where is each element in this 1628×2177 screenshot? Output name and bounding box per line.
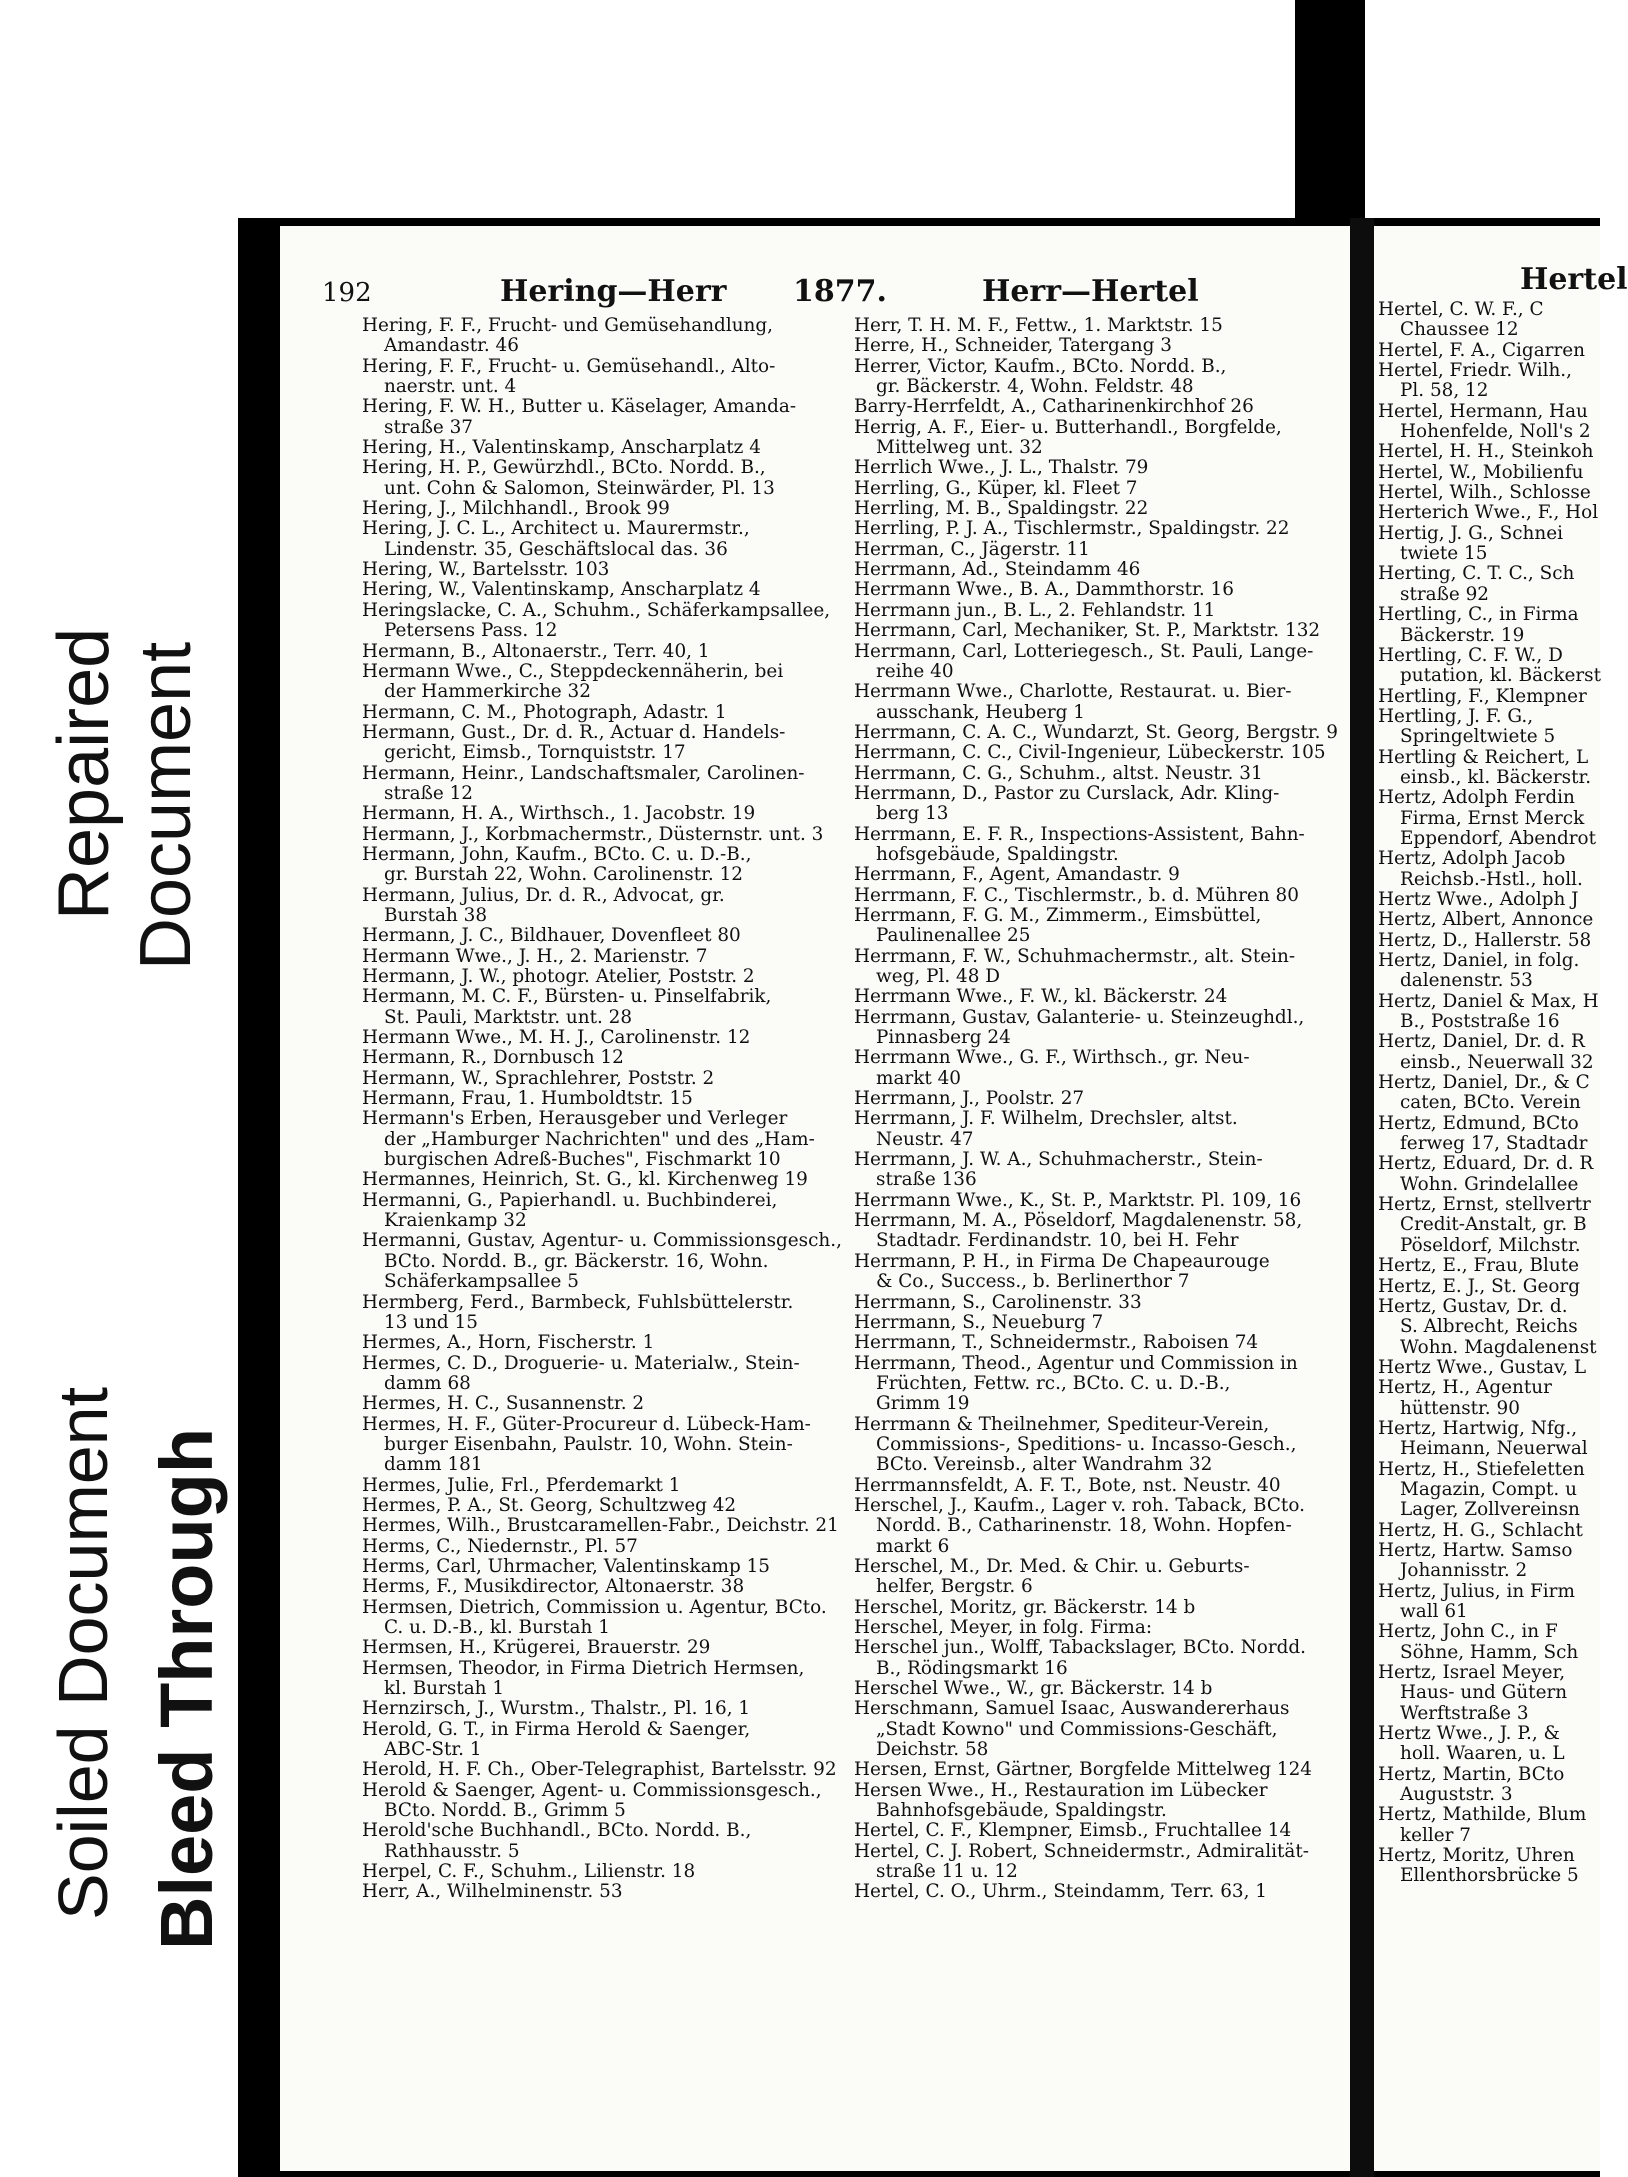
directory-entry: damm 68 [384, 1372, 471, 1394]
directory-entry: burger Eisenbahn, Paulstr. 10, Wohn. Stein- [384, 1433, 793, 1455]
directory-entry: unt. Cohn & Salomon, Steinwärder, Pl. 13 [384, 477, 775, 499]
directory-entry: Herrmann, M. A., Pöseldorf, Magdalenenstr. 58, [854, 1210, 1303, 1232]
directory-entry: Herrmann, J., Poolstr. 27 [854, 1088, 1085, 1110]
directory-entry: naerstr. unt. 4 [384, 376, 517, 398]
directory-entry: Hertz, Moritz, Uhren [1378, 1845, 1575, 1867]
directory-entry: „Stadt Kowno" und Commissions-Geschäft, [876, 1718, 1278, 1740]
directory-entry: Amandastr. 46 [384, 335, 519, 357]
directory-entry: Hertel, Friedr. Wilh., [1378, 360, 1572, 382]
directory-entry: Pl. 58, 12 [1400, 380, 1489, 402]
directory-entry: Hertz, Hartw. Samso [1378, 1539, 1573, 1561]
directory-entry: Hertz, Hartwig, Nfg., [1378, 1417, 1578, 1439]
directory-entry: Hohenfelde, Noll's 2 [1400, 421, 1591, 443]
directory-entry: Hertling, F., Klempner [1378, 685, 1587, 707]
directory-entry: Herms, Carl, Uhrmacher, Valentinskamp 15 [362, 1555, 770, 1577]
directory-entry: Hermann, Gust., Dr. d. R., Actuar d. Handels- [362, 721, 786, 743]
directory-entry: Wohn. Magdalenenst [1400, 1336, 1597, 1358]
directory-entry: Hertel, C. W. F., C [1378, 299, 1544, 320]
directory-entry: Schäferkampsallee 5 [384, 1271, 579, 1293]
right-column [854, 316, 1350, 2174]
directory-entry: Hernzirsch, J., Wurstm., Thalstr., Pl. 16, 1 [362, 1698, 751, 1720]
directory-entry: Nordd. B., Catharinenstr. 18, Wohn. Hopfen- [876, 1515, 1292, 1537]
label-bleed-through: Bleed Through [145, 1427, 228, 1950]
directory-entry: Hertz, Martin, BCto [1378, 1763, 1565, 1785]
directory-entry: Hermannes, Heinrich, St. G., kl. Kirchenweg 19 [362, 1169, 808, 1191]
directory-entry: Hertling, C. F. W., D [1378, 644, 1563, 666]
directory-entry: Hermes, P. A., St. Georg, Schultzweg 42 [362, 1494, 737, 1516]
directory-entry: Hering, F. F., Frucht- u. Gemüsehandl., Alto- [362, 355, 776, 377]
directory-entry: Herrman, C., Jägerstr. 11 [854, 538, 1090, 560]
directory-entry: Hertz, H. G., Schlacht [1378, 1519, 1583, 1541]
directory-entry: Hermes, C. D., Droguerie- u. Materialw., Stein- [362, 1352, 800, 1374]
directory-entry: Petersens Pass. 12 [384, 620, 558, 642]
directory-entry: Herterich Wwe., F., Hol [1378, 502, 1599, 524]
directory-entry: Herrig, A. F., Eier- u. Butterhandl., Borgfelde, [854, 416, 1282, 438]
directory-entry: S. Albrecht, Reichs [1400, 1316, 1578, 1338]
directory-entry: Pöseldorf, Milchstr. [1400, 1234, 1581, 1256]
directory-entry: Hering, F. F., Frucht- und Gemüsehandlung, [362, 315, 774, 336]
directory-entry: hüttenstr. 90 [1400, 1397, 1520, 1419]
header-next-page: Hertel [1520, 262, 1628, 297]
directory-entry: Lager, Zollvereinsn [1400, 1499, 1580, 1521]
directory-entry: Hertz, Daniel, Dr. d. R [1378, 1031, 1585, 1053]
directory-entry: Herschel, Moritz, gr. Bäckerstr. 14 b [854, 1596, 1196, 1618]
directory-entry: Hertling & Reichert, L [1378, 746, 1589, 768]
directory-entry: Stadtadr. Ferdinandstr. 10, bei H. Fehr [876, 1230, 1239, 1252]
left-column [362, 315, 842, 2174]
directory-entry: Hermsen, Theodor, in Firma Dietrich Hermsen, [362, 1657, 805, 1679]
directory-entry: der „Hamburger Nachrichten" und des „Ham- [384, 1128, 815, 1150]
directory-entry: Hermann, Julius, Dr. d. R., Advocat, gr. [362, 884, 725, 906]
directory-entry: Bahnhofsgebäude, Spaldingstr. [876, 1800, 1167, 1822]
directory-entry: weg, Pl. 48 D [876, 966, 1001, 987]
directory-entry: Hermes, Wilh., Brustcaramellen-Fabr., Deichstr. 21 [362, 1515, 839, 1537]
directory-entry: Hermann, R., Dornbusch 12 [362, 1047, 624, 1069]
header-left-range: Hering—Herr [500, 274, 727, 309]
directory-entry: wall 61 [1400, 1601, 1468, 1622]
directory-entry: straße 12 [384, 782, 473, 804]
directory-entry: Paulinenallee 25 [876, 925, 1031, 947]
directory-entry: Hertz, Eduard, Dr. d. R [1378, 1153, 1594, 1175]
directory-entry: Herrmann & Theilnehmer, Spediteur-Verein, [854, 1413, 1270, 1435]
directory-entry: BCto. Vereinsb., alter Wandrahm 32 [876, 1454, 1213, 1476]
directory-entry: Herschel Wwe., W., gr. Bäckerstr. 14 b [854, 1678, 1213, 1700]
directory-entry: Früchten, Fettw. rc., BCto. C. u. D.-B., [876, 1372, 1231, 1394]
directory-entry: Herrmann, D., Pastor zu Curslack, Adr. Kling- [854, 782, 1280, 804]
directory-entry: Herrmann, F. W., Schuhmachermstr., alt. Stein- [854, 945, 1296, 967]
directory-entry: putation, kl. Bäckerst [1400, 665, 1601, 687]
directory-entry: Herrling, M. B., Spaldingstr. 22 [854, 498, 1149, 520]
directory-entry: Hertz Wwe., Gustav, L [1378, 1356, 1587, 1378]
directory-entry: Herms, F., Musikdirector, Altonaerstr. 38 [362, 1576, 745, 1598]
label-soiled-document: Soiled Document [44, 1386, 122, 1920]
directory-entry: Hertz, H., Stiefeletten [1378, 1458, 1585, 1480]
next-page-column [1378, 300, 1600, 2158]
directory-entry: Hermes, H. F., Güter-Procureur d. Lübeck-Ham- [362, 1413, 811, 1435]
directory-entry: Hermes, Julie, Frl., Pferdemarkt 1 [362, 1474, 681, 1496]
directory-entry: Herms, C., Niedernstr., Pl. 57 [362, 1535, 638, 1557]
directory-entry: Kraienkamp 32 [384, 1210, 527, 1232]
directory-entry: Hertel, F. A., Cigarren [1378, 339, 1585, 361]
directory-entry: Haus- und Gütern [1400, 1682, 1568, 1704]
directory-entry: Herre, H., Schneider, Tatergang 3 [854, 335, 1172, 357]
directory-entry: Hermes, H. C., Susannenstr. 2 [362, 1393, 645, 1415]
directory-entry: BCto. Nordd. B., gr. Bäckerstr. 16, Wohn. [384, 1250, 769, 1272]
directory-entry: Neustr. 47 [876, 1128, 974, 1150]
directory-entry: Hersen, Ernst, Gärtner, Borgfelde Mittelweg 124 [854, 1759, 1313, 1781]
scan-edge-strip [1295, 0, 1365, 218]
directory-entry: Hertel, C. O., Uhrm., Steindamm, Terr. 63, 1 [854, 1881, 1267, 1903]
directory-entry: Hertz Wwe., J. P., & [1378, 1723, 1560, 1745]
directory-entry: Hermsen, Dietrich, Commission u. Agentur, BCto. [362, 1596, 827, 1618]
directory-entry: Hermann, C. M., Photograph, Adastr. 1 [362, 701, 727, 723]
directory-entry: Herr, T. H. M. F., Fettw., 1. Marktstr. 15 [854, 315, 1223, 336]
directory-entry: Herrmann, Ad., Steindamm 46 [854, 559, 1141, 581]
directory-entry: Deichstr. 58 [876, 1739, 989, 1761]
directory-entry: reihe 40 [876, 660, 954, 682]
directory-entry: keller 7 [1400, 1824, 1472, 1846]
directory-entry: hofsgebäude, Spaldingstr. [876, 843, 1119, 865]
directory-entry: Herold'sche Buchhandl., BCto. Nordd. B., [362, 1820, 752, 1842]
directory-entry: Hering, H. P., Gewürzhdl., BCto. Nordd. B., [362, 457, 766, 479]
header-right-range: Herr—Hertel [982, 274, 1199, 309]
directory-entry: helfer, Bergstr. 6 [876, 1576, 1033, 1598]
directory-entry: Hertz, E., Frau, Blute [1378, 1255, 1580, 1277]
directory-entry: Reichsb.-Hstl., holl. [1400, 868, 1583, 890]
directory-entry: kl. Burstah 1 [384, 1678, 505, 1700]
directory-entry: Hertz, Mathilde, Blum [1378, 1804, 1587, 1826]
directory-entry: Herting, C. T. C., Sch [1378, 563, 1575, 585]
page-number: 192 [322, 278, 372, 308]
directory-entry: Herrling, G., Küper, kl. Fleet 7 [854, 477, 1138, 499]
directory-entry: Herrmann, J. F. Wilhelm, Drechsler, altst. [854, 1108, 1238, 1130]
directory-entry: markt 6 [876, 1535, 950, 1557]
directory-entry: Herold, G. T., in Firma Herold & Saenger, [362, 1718, 751, 1740]
directory-entry: Herpel, C. F., Schuhm., Lilienstr. 18 [362, 1861, 696, 1883]
directory-entry: gr. Bäckerstr. 4, Wohn. Feldstr. 48 [876, 376, 1194, 398]
directory-entry: Commissions-, Speditions- u. Incasso-Gesch., [876, 1433, 1297, 1455]
directory-entry: Söhne, Hamm, Sch [1400, 1641, 1579, 1663]
directory-entry: caten, BCto. Verein [1400, 1092, 1581, 1114]
directory-entry: Hertel, Hermann, Hau [1378, 400, 1588, 422]
label-document: Document [126, 641, 206, 970]
directory-entry: berg 13 [876, 803, 949, 825]
directory-entry: Herrmann, P. H., in Firma De Chapeaurouge [854, 1250, 1270, 1272]
directory-entry: Hermann, John, Kaufm., BCto. C. u. D.-B., [362, 843, 752, 865]
directory-entry: Herrmann, J. W. A., Schuhmacherstr., Stein- [854, 1149, 1263, 1171]
directory-entry: Hertig, J. G., Schnei [1378, 522, 1564, 544]
directory-entry: Hermanni, G., Papierhandl. u. Buchbinderei, [362, 1189, 778, 1211]
directory-entry: BCto. Nordd. B., Grimm 5 [384, 1800, 626, 1822]
directory-entry: Herrmannsfeldt, A. F. T., Bote, nst. Neustr. 40 [854, 1474, 1281, 1496]
directory-entry: Auguststr. 3 [1400, 1784, 1513, 1806]
label-repaired: Repaired [44, 627, 124, 920]
directory-entry: Hermsen, H., Krügerei, Brauerstr. 29 [362, 1637, 711, 1659]
directory-entry: Ellenthorsbrücke 5 [1400, 1865, 1579, 1887]
directory-entry: Herr, A., Wilhelminenstr. 53 [362, 1881, 623, 1903]
directory-entry: Herschel jun., Wolff, Tabackslager, BCto. Nordd. [854, 1637, 1307, 1659]
directory-entry: Herrmann, Theod., Agentur und Commission in [854, 1352, 1298, 1374]
directory-entry: Hersen Wwe., H., Restauration im Lübecker [854, 1779, 1268, 1801]
directory-entry: 13 und 15 [384, 1311, 478, 1333]
directory-entry: Hermann, M. C. F., Bürsten- u. Pinselfabrik, [362, 986, 772, 1008]
directory-entry: Hertz, John C., in F [1378, 1621, 1558, 1643]
directory-entry: Hertz, Edmund, BCto [1378, 1112, 1579, 1134]
directory-entry: ABC-Str. 1 [384, 1739, 482, 1761]
directory-entry: Werftstraße 3 [1400, 1702, 1529, 1724]
directory-entry: Wohn. Grindelallee [1400, 1173, 1579, 1195]
directory-entry: Burstah 38 [384, 904, 488, 926]
directory-entry: Hertz, Daniel & Max, H [1378, 990, 1599, 1012]
directory-entry: Herrmann, S., Carolinenstr. 33 [854, 1291, 1142, 1313]
directory-entry: Hertz, Julius, in Firm [1378, 1580, 1575, 1602]
directory-entry: einsb., kl. Bäckerstr. [1400, 766, 1592, 788]
directory-entry: Hertz, Adolph Jacob [1378, 848, 1566, 870]
directory-entry: Hertz, H., Agentur [1378, 1377, 1552, 1399]
directory-entry: Bäckerstr. 19 [1400, 624, 1525, 646]
header-year: 1877. [793, 274, 887, 309]
directory-entry: Hermann, J. W., photogr. Atelier, Poststr. 2 [362, 966, 755, 987]
directory-entry: Hertel, C. J. Robert, Schneidermstr., Admiralität- [854, 1840, 1309, 1862]
directory-entry: Herrer, Victor, Kaufm., BCto. Nordd. B., [854, 355, 1227, 377]
directory-entry: Herold & Saenger, Agent- u. Commissionsgesch., [362, 1779, 822, 1801]
directory-entry: Herrmann, S., Neueburg 7 [854, 1311, 1104, 1333]
directory-entry: Hertel, W., Mobilienfu [1378, 461, 1584, 483]
directory-entry: Hering, F. W. H., Butter u. Käselager, Amanda- [362, 396, 797, 418]
directory-entry: Hertel, Wilh., Schlosse [1378, 482, 1591, 504]
directory-entry: Hertz, Ernst, stellvertr [1378, 1194, 1591, 1216]
directory-entry: Heimann, Neuerwal [1400, 1438, 1588, 1460]
directory-entry: Springeltwiete 5 [1400, 726, 1556, 748]
directory-entry: Herrmann, E. F. R., Inspections-Assistent, Bahn- [854, 823, 1305, 845]
directory-entry: Hertz, Adolph Ferdin [1378, 787, 1575, 809]
directory-entry: Herrmann, Gustav, Galanterie- u. Steinzeughdl., [854, 1006, 1305, 1028]
directory-entry: & Co., Success., b. Berlinerthor 7 [876, 1271, 1190, 1293]
directory-entry: Herrmann, F. G. M., Zimmerm., Eimsbüttel, [854, 904, 1262, 926]
directory-entry: Hertz, E. J., St. Georg [1378, 1275, 1580, 1297]
directory-entry: Herrmann, F. C., Tischlermstr., b. d. Mühren 80 [854, 884, 1299, 906]
directory-entry: Hermann, J., Korbmachermstr., Düsternstr. unt. 3 [362, 823, 824, 845]
directory-entry: gr. Burstah 22, Wohn. Carolinenstr. 12 [384, 864, 743, 886]
directory-entry: Herschel, M., Dr. Med. & Chir. u. Geburts- [854, 1555, 1250, 1577]
directory-entry: Hermann, Frau, 1. Humboldtstr. 15 [362, 1088, 693, 1110]
directory-entry: Herrmann, Carl, Lotteriegesch., St. Pauli, Lange- [854, 640, 1314, 662]
directory-entry: Hermann, Heinr., Landschaftsmaler, Carolinen- [362, 762, 805, 784]
directory-entry: Herrmann jun., B. L., 2. Fehlandstr. 11 [854, 599, 1216, 621]
directory-entry: Hermann Wwe., M. H. J., Carolinenstr. 12 [362, 1027, 751, 1049]
directory-entry: straße 37 [384, 416, 473, 438]
directory-entry: Barry-Herrfeldt, A., Catharinenkirchhof 26 [854, 396, 1254, 418]
directory-entry: B., Rödingsmarkt 16 [876, 1657, 1068, 1679]
directory-entry: Hertz, Israel Meyer, [1378, 1662, 1566, 1684]
directory-entry: Herrmann, F., Agent, Amandastr. 9 [854, 864, 1180, 886]
directory-entry: St. Pauli, Marktstr. unt. 28 [384, 1006, 633, 1028]
directory-entry: straße 92 [1400, 583, 1489, 605]
directory-entry: B., Poststraße 16 [1400, 1011, 1560, 1033]
directory-entry: Hertz Wwe., Adolph J [1378, 888, 1579, 910]
directory-entry: Hermann Wwe., C., Steppdeckennäherin, bei [362, 660, 784, 682]
directory-entry: markt 40 [876, 1067, 961, 1089]
directory-entry: dalenenstr. 53 [1400, 970, 1533, 992]
directory-entry: Lindenstr. 35, Geschäftslocal das. 36 [384, 538, 728, 560]
directory-entry: straße 11 u. 12 [876, 1861, 1018, 1883]
directory-entry: Herrlich Wwe., J. L., Thalstr. 79 [854, 457, 1149, 479]
directory-entry: burgischen Adreß-Buches", Fischmarkt 10 [384, 1149, 781, 1171]
directory-entry: Hermberg, Ferd., Barmbeck, Fuhlsbüttelerstr. [362, 1291, 794, 1313]
directory-entry: Herrmann Wwe., K., St. P., Marktstr. Pl. 109, 16 [854, 1189, 1302, 1211]
directory-entry: Grimm 19 [876, 1393, 970, 1415]
directory-entry: Mittelweg unt. 32 [876, 437, 1043, 459]
directory-entry: Hermann, J. C., Bildhauer, Dovenfleet 80 [362, 925, 741, 947]
directory-entry: Hertz, Daniel, in folg. [1378, 950, 1580, 971]
directory-entry: Hertz, Daniel, Dr., & C [1378, 1072, 1590, 1094]
directory-entry: Hering, J. C. L., Architect u. Maurermstr., [362, 518, 750, 540]
directory-entry: ausschank, Heuberg 1 [876, 701, 1086, 723]
directory-entry: Hering, J., Milchhandl., Brook 99 [362, 498, 670, 520]
directory-entry: Herrmann Wwe., F. W., kl. Bäckerstr. 24 [854, 986, 1228, 1008]
directory-entry: Herschmann, Samuel Isaac, Auswandererhaus [854, 1698, 1290, 1720]
directory-entry: Hertz, Albert, Annonce [1378, 909, 1594, 931]
directory-entry: Herrmann Wwe., Charlotte, Restaurat. u. Bier- [854, 681, 1292, 703]
directory-entry: Herold, H. F. Ch., Ober-Telegraphist, Bartelsstr. 92 [362, 1759, 837, 1781]
directory-entry: Eppendorf, Abendrot [1400, 827, 1596, 849]
directory-entry: Herschel, Meyer, in folg. Firma: [854, 1617, 1153, 1638]
directory-entry: Hertz, D., Hallerstr. 58 [1378, 929, 1592, 951]
directory-entry: Magazin, Compt. u [1400, 1478, 1577, 1500]
directory-entry: Credit-Anstalt, gr. B [1400, 1214, 1587, 1236]
directory-entry: Hermann's Erben, Herausgeber und Verleger [362, 1108, 788, 1130]
directory-entry: Hermann Wwe., J. H., 2. Marienstr. 7 [362, 945, 708, 967]
book-gutter [1350, 218, 1374, 2177]
directory-entry: Chaussee 12 [1400, 319, 1519, 341]
directory-entry: Herrmann, T., Schneidermstr., Raboisen 74 [854, 1332, 1259, 1354]
directory-entry: Herrmann Wwe., B. A., Dammthorstr. 16 [854, 579, 1234, 601]
directory-entry: Hermann, B., Altonaerstr., Terr. 40, 1 [362, 640, 710, 662]
directory-entry: Herrmann, Carl, Mechaniker, St. P., Marktstr. 132 [854, 620, 1321, 642]
directory-entry: damm 181 [384, 1454, 483, 1476]
directory-entry: Hertel, H. H., Steinkoh [1378, 441, 1594, 463]
directory-entry: Herrmann Wwe., G. F., Wirthsch., gr. Neu- [854, 1047, 1250, 1069]
directory-entry: Herrmann, C. A. C., Wundarzt, St. Georg, Bergstr. 9 [854, 721, 1339, 743]
directory-entry: Hertz, Gustav, Dr. d. [1378, 1295, 1568, 1317]
directory-entry: straße 136 [876, 1169, 977, 1191]
directory-entry: einsb., Neuerwall 32 [1400, 1051, 1594, 1073]
directory-entry: Hertel, C. F., Klempner, Eimsb., Fruchtallee 14 [854, 1820, 1292, 1842]
directory-entry: Firma, Ernst Merck [1400, 807, 1585, 829]
directory-entry: Hering, W., Valentinskamp, Anscharplatz 4 [362, 579, 761, 601]
directory-entry: twiete 15 [1400, 543, 1488, 565]
directory-entry: Rathhausstr. 5 [384, 1840, 520, 1862]
directory-entry: Pinnasberg 24 [876, 1027, 1011, 1049]
directory-entry: Hermanni, Gustav, Agentur- u. Commissionsgesch., [362, 1230, 842, 1252]
directory-entry: Hermann, W., Sprachlehrer, Poststr. 2 [362, 1067, 715, 1089]
directory-entry: der Hammerkirche 32 [384, 681, 591, 703]
directory-entry: Hertling, J. F. G., [1378, 705, 1534, 727]
directory-entry: Herschel, J., Kaufm., Lager v. roh. Taback, BCto. [854, 1494, 1305, 1516]
directory-entry: Herrmann, C. C., Civil-Ingenieur, Lübeckerstr. 105 [854, 742, 1326, 764]
directory-entry: C. u. D.-B., kl. Burstah 1 [384, 1617, 610, 1638]
directory-entry: Herrmann, C. G., Schuhm., altst. Neustr. 31 [854, 762, 1263, 784]
directory-entry: Hermes, A., Horn, Fischerstr. 1 [362, 1332, 655, 1354]
directory-entry: Hertling, C., in Firma [1378, 604, 1579, 626]
directory-entry: Johannisstr. 2 [1400, 1560, 1528, 1582]
directory-entry: Hermann, H. A., Wirthsch., 1. Jacobstr. 19 [362, 803, 756, 825]
directory-entry: holl. Waaren, u. L [1400, 1743, 1565, 1765]
directory-entry: gericht, Eimsb., Tornquiststr. 17 [384, 742, 686, 764]
directory-entry: Hering, H., Valentinskamp, Anscharplatz 4 [362, 437, 761, 459]
directory-entry: ferweg 17, Stadtadr [1400, 1133, 1588, 1155]
directory-entry: Herrling, P. J. A., Tischlermstr., Spaldingstr. 22 [854, 518, 1290, 540]
directory-entry: Hering, W., Bartelsstr. 103 [362, 559, 610, 581]
directory-entry: Heringslacke, C. A., Schuhm., Schäferkampsallee, [362, 599, 831, 621]
